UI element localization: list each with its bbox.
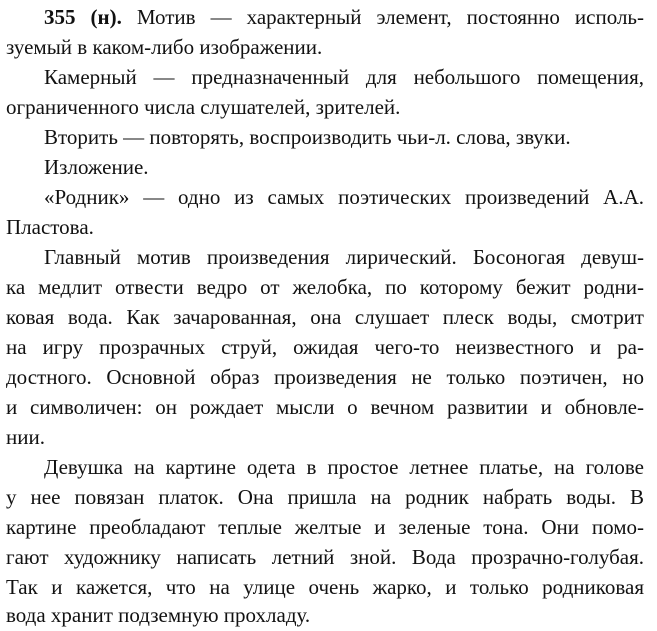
text-line: картине преобладают теплые желтые и зеленые тона. Они помо- [6,515,644,539]
exercise-number: 355 (н). [44,5,122,29]
text-line: у нее повязан платок. Она пришла на родник набрать воды. В [6,485,644,509]
text-line: ограниченного числа слушателей, зрителей. [6,95,401,119]
definition-motiv: Мотив — характерный элемент, постоянно исполь- [121,5,644,29]
text-line: Пластова. [6,215,94,239]
text-line: гают художнику написать летний зной. Вода прозрачно-голубая. [6,545,644,569]
text-line: Вторить — повторять, воспроизводить чьи-л. слова, звуки. [44,125,571,149]
text-line: ка медлит отвести ведро от желобка, по которому бежит родни- [6,275,644,299]
text-line: вода хранит подземную прохладу. [6,603,311,627]
text-line: достного. Основной образ произведения не только поэтичен, но [6,365,644,389]
text-line: Камерный — предназначенный для небольшого помещения, [44,65,644,89]
text-line: Так и кажется, что на улице очень жарко, и только родниковая [6,575,644,599]
text-line: Главный мотив произведения лирический. Босоногая девуш- [44,245,644,269]
text-line: «Родник» — одно из самых поэтических произведений А.А. [44,185,644,209]
text-line [44,2,644,32]
text-line: и символичен: он рождает мысли о вечном развитии и обновле- [6,395,644,419]
text-line: нии. [6,425,45,449]
section-heading: Изложение. [44,155,149,179]
text-line: зуемый в каком-либо изображении. [6,35,323,59]
text-line: ковая вода. Как зачарованная, она слушает плеск воды, смотрит [6,305,644,329]
text-line: на игру прозрачных струй, ожидая чего-то неизвестного и ра- [6,335,644,359]
text-line: Девушка на картине одета в простое летнее платье, на голове [44,455,644,479]
